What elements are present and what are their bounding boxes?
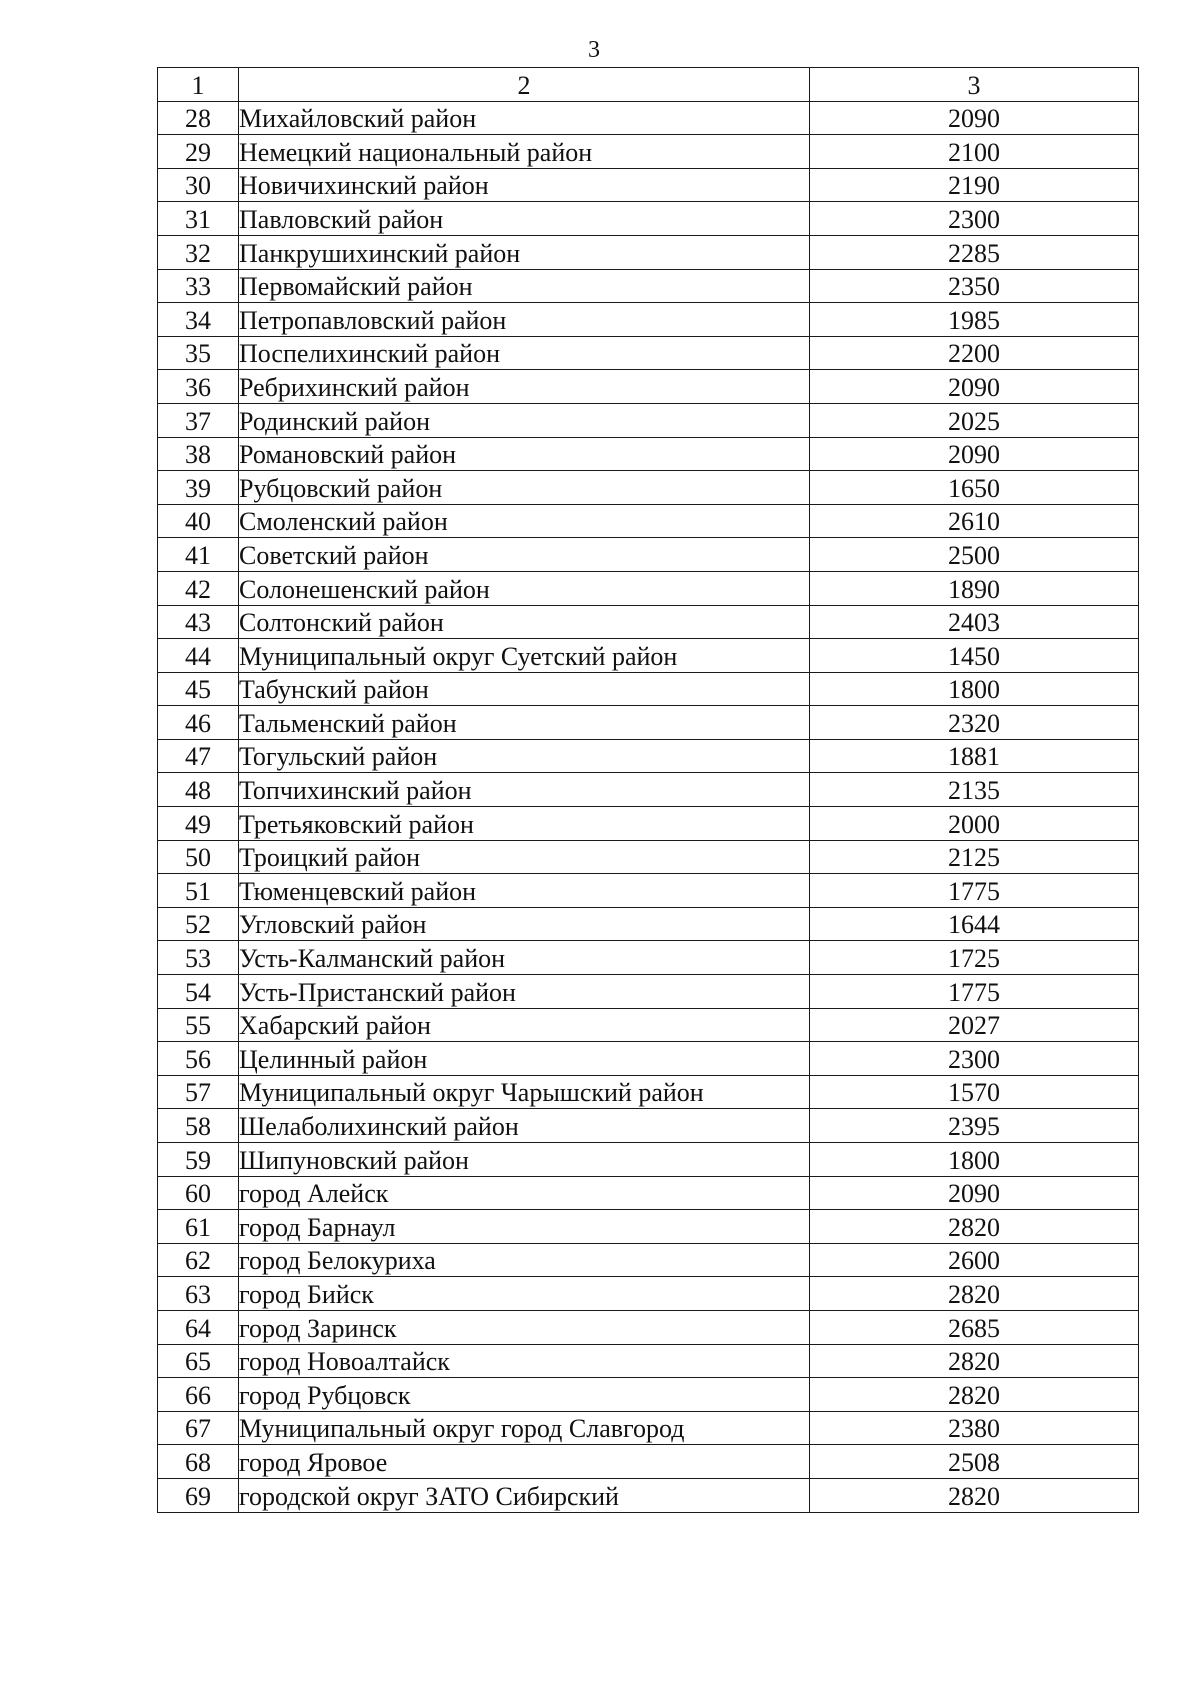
row-number: 67	[158, 1411, 239, 1445]
table-row	[158, 1277, 1139, 1311]
district-name: Павловский район	[239, 202, 810, 236]
district-name: Смоленский район	[239, 504, 810, 538]
row-value: 2090	[810, 437, 1139, 471]
district-name: Солтонский район	[239, 605, 810, 639]
district-name: город Белокуриха	[239, 1243, 810, 1277]
table-row	[158, 571, 1139, 605]
district-name: Рубцовский район	[239, 471, 810, 505]
table-row	[158, 773, 1139, 807]
table-row	[158, 672, 1139, 706]
row-number: 34	[158, 303, 239, 337]
row-value: 2320	[810, 706, 1139, 740]
row-value: 2350	[810, 269, 1139, 303]
row-value: 1890	[810, 571, 1139, 605]
district-name: Муниципальный округ город Славгород	[239, 1411, 810, 1445]
table-row	[158, 269, 1139, 303]
row-number: 33	[158, 269, 239, 303]
row-value: 1570	[810, 1075, 1139, 1109]
district-name: Тогульский район	[239, 739, 810, 773]
row-number: 53	[158, 941, 239, 975]
row-number: 45	[158, 672, 239, 706]
row-number: 42	[158, 571, 239, 605]
table-row	[158, 874, 1139, 908]
district-name: Родинский район	[239, 403, 810, 437]
row-value: 2820	[810, 1344, 1139, 1378]
district-name: Хабарский район	[239, 1008, 810, 1042]
table-header-row	[158, 68, 1139, 102]
district-name: город Яровое	[239, 1445, 810, 1479]
row-number: 30	[158, 168, 239, 202]
row-value: 2820	[810, 1277, 1139, 1311]
district-name: Шипуновский район	[239, 1143, 810, 1177]
table-row	[158, 739, 1139, 773]
district-name: Табунский район	[239, 672, 810, 706]
district-name: Троицкий район	[239, 840, 810, 874]
district-name: город Бийск	[239, 1277, 810, 1311]
district-name: город Рубцовск	[239, 1378, 810, 1412]
district-name: Угловский район	[239, 907, 810, 941]
row-number: 46	[158, 706, 239, 740]
row-number: 58	[158, 1109, 239, 1143]
row-number: 60	[158, 1176, 239, 1210]
header-col-3: 3	[810, 68, 1139, 102]
row-number: 63	[158, 1277, 239, 1311]
row-value: 2600	[810, 1243, 1139, 1277]
row-value: 2200	[810, 336, 1139, 370]
district-name: Целинный район	[239, 1042, 810, 1076]
row-number: 57	[158, 1075, 239, 1109]
table-row	[158, 504, 1139, 538]
table-row	[158, 1411, 1139, 1445]
district-name: Тальменский район	[239, 706, 810, 740]
table-row	[158, 303, 1139, 337]
district-name: Шелаболихинский район	[239, 1109, 810, 1143]
row-number: 35	[158, 336, 239, 370]
table-row	[158, 336, 1139, 370]
district-name: Тюменцевский район	[239, 874, 810, 908]
row-value: 2395	[810, 1109, 1139, 1143]
row-number: 56	[158, 1042, 239, 1076]
table-row	[158, 605, 1139, 639]
table-row	[158, 1042, 1139, 1076]
row-value: 2508	[810, 1445, 1139, 1479]
row-number: 52	[158, 907, 239, 941]
row-value: 2685	[810, 1310, 1139, 1344]
row-number: 66	[158, 1378, 239, 1412]
district-name: город Заринск	[239, 1310, 810, 1344]
table-row	[158, 135, 1139, 169]
district-name: Романовский район	[239, 437, 810, 471]
row-number: 61	[158, 1210, 239, 1244]
table-row	[158, 1310, 1139, 1344]
table-row	[158, 975, 1139, 1009]
district-name: Солонешенский район	[239, 571, 810, 605]
row-number: 59	[158, 1143, 239, 1177]
row-number: 47	[158, 739, 239, 773]
row-number: 38	[158, 437, 239, 471]
table-body	[158, 68, 1139, 1513]
table-row	[158, 1176, 1139, 1210]
row-value: 1800	[810, 672, 1139, 706]
table-row	[158, 202, 1139, 236]
table-row	[158, 1378, 1139, 1412]
table-row	[158, 1075, 1139, 1109]
row-number: 51	[158, 874, 239, 908]
row-value: 2820	[810, 1478, 1139, 1512]
row-number: 49	[158, 807, 239, 841]
row-number: 68	[158, 1445, 239, 1479]
district-name: Третьяковский район	[239, 807, 810, 841]
page-number: 3	[588, 37, 600, 63]
row-value: 2285	[810, 235, 1139, 269]
district-name: Муниципальный округ Чарышский район	[239, 1075, 810, 1109]
row-value: 2190	[810, 168, 1139, 202]
table-row	[158, 235, 1139, 269]
row-value: 1644	[810, 907, 1139, 941]
table-row	[158, 706, 1139, 740]
table-row	[158, 1344, 1139, 1378]
table-row	[158, 1109, 1139, 1143]
row-value: 2820	[810, 1210, 1139, 1244]
district-name: городской округ ЗАТО Сибирский	[239, 1478, 810, 1512]
table-row	[158, 1243, 1139, 1277]
row-value: 1650	[810, 471, 1139, 505]
district-name: Михайловский район	[239, 101, 810, 135]
row-value: 1725	[810, 941, 1139, 975]
row-value: 2500	[810, 538, 1139, 572]
table-row	[158, 1008, 1139, 1042]
row-value: 1450	[810, 639, 1139, 673]
table-row	[158, 370, 1139, 404]
district-name: Новичихинский район	[239, 168, 810, 202]
district-name: город Барнаул	[239, 1210, 810, 1244]
row-value: 2100	[810, 135, 1139, 169]
table-row	[158, 471, 1139, 505]
row-number: 31	[158, 202, 239, 236]
row-value: 2300	[810, 202, 1139, 236]
row-number: 32	[158, 235, 239, 269]
table-row	[158, 437, 1139, 471]
district-name: Немецкий национальный район	[239, 135, 810, 169]
row-number: 41	[158, 538, 239, 572]
header-col-1: 1	[158, 68, 239, 102]
row-number: 50	[158, 840, 239, 874]
district-name: Панкрушихинский район	[239, 235, 810, 269]
district-name: Усть-Пристанский район	[239, 975, 810, 1009]
row-number: 48	[158, 773, 239, 807]
district-name: Усть-Калманский район	[239, 941, 810, 975]
header-col-2: 2	[239, 68, 810, 102]
table-row	[158, 840, 1139, 874]
row-value: 2125	[810, 840, 1139, 874]
table-row	[158, 807, 1139, 841]
table-row	[158, 941, 1139, 975]
table-row	[158, 538, 1139, 572]
row-number: 36	[158, 370, 239, 404]
row-value: 2820	[810, 1378, 1139, 1412]
district-name: Петропавловский район	[239, 303, 810, 337]
district-name: город Алейск	[239, 1176, 810, 1210]
row-value: 2090	[810, 370, 1139, 404]
table-row	[158, 1143, 1139, 1177]
row-value: 1985	[810, 303, 1139, 337]
row-number: 55	[158, 1008, 239, 1042]
district-name: город Новоалтайск	[239, 1344, 810, 1378]
row-number: 43	[158, 605, 239, 639]
row-number: 44	[158, 639, 239, 673]
row-number: 39	[158, 471, 239, 505]
row-number: 54	[158, 975, 239, 1009]
row-number: 64	[158, 1310, 239, 1344]
row-value: 1881	[810, 739, 1139, 773]
table-row	[158, 1478, 1139, 1512]
row-value: 2090	[810, 1176, 1139, 1210]
table-row	[158, 639, 1139, 673]
row-value: 2300	[810, 1042, 1139, 1076]
district-name: Муниципальный округ Суетский район	[239, 639, 810, 673]
table-row	[158, 907, 1139, 941]
row-number: 69	[158, 1478, 239, 1512]
district-table	[157, 67, 1139, 1513]
row-value: 2025	[810, 403, 1139, 437]
row-value: 2403	[810, 605, 1139, 639]
district-name: Первомайский район	[239, 269, 810, 303]
row-value: 1775	[810, 975, 1139, 1009]
row-value: 2027	[810, 1008, 1139, 1042]
row-number: 37	[158, 403, 239, 437]
row-value: 2090	[810, 101, 1139, 135]
row-value: 2380	[810, 1411, 1139, 1445]
row-value: 2610	[810, 504, 1139, 538]
row-number: 29	[158, 135, 239, 169]
row-number: 40	[158, 504, 239, 538]
district-name: Топчихинский район	[239, 773, 810, 807]
table-row	[158, 1210, 1139, 1244]
row-number: 28	[158, 101, 239, 135]
table-row	[158, 101, 1139, 135]
district-name: Советский район	[239, 538, 810, 572]
table-row	[158, 168, 1139, 202]
table-row	[158, 403, 1139, 437]
district-name: Поспелихинский район	[239, 336, 810, 370]
district-name: Ребрихинский район	[239, 370, 810, 404]
row-value: 1775	[810, 874, 1139, 908]
row-value: 1800	[810, 1143, 1139, 1177]
table-row	[158, 1445, 1139, 1479]
row-value: 2000	[810, 807, 1139, 841]
row-number: 65	[158, 1344, 239, 1378]
row-number: 62	[158, 1243, 239, 1277]
row-value: 2135	[810, 773, 1139, 807]
